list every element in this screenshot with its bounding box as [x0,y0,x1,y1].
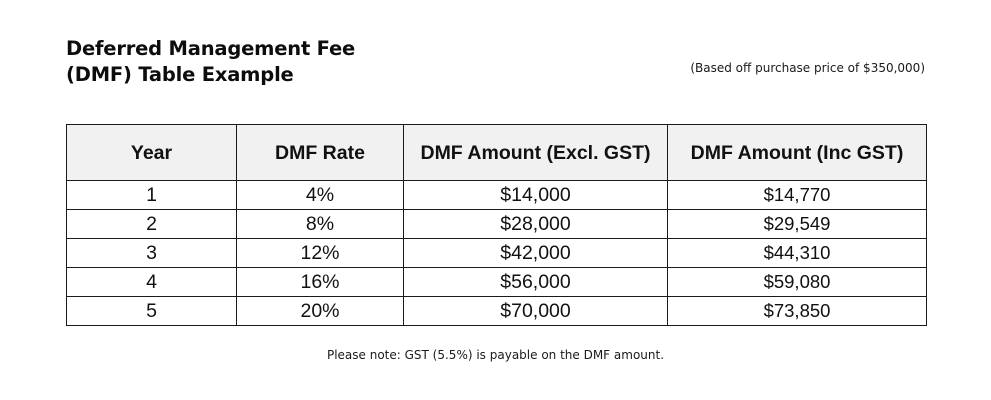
cell-year: 3 [67,239,237,268]
cell-amount-inc: $73,850 [668,297,927,326]
gst-note: Please note: GST (5.5%) is payable on the DMF amount. [326,348,665,362]
cell-amount-excl: $42,000 [404,239,668,268]
page-title [66,36,386,88]
dmf-table [66,124,927,326]
page-title-line-1: Deferred Management Fee [66,37,356,60]
cell-amount-inc: $14,770 [668,181,927,210]
cell-year: 2 [67,210,237,239]
header-dmf-amount-inc-gst: DMF Amount (Inc GST) [668,125,927,181]
table-row [67,297,927,326]
cell-amount-inc: $59,080 [668,268,927,297]
cell-rate: 8% [237,210,404,239]
cell-amount-excl: $70,000 [404,297,668,326]
cell-year: 1 [67,181,237,210]
table-row [67,210,927,239]
table-row [67,181,927,210]
purchase-price-note: (Based off purchase price of $350,000) [690,61,925,75]
cell-amount-excl: $28,000 [404,210,668,239]
cell-amount-excl: $56,000 [404,268,668,297]
header-year: Year [67,125,237,181]
table-row [67,268,927,297]
table-row [67,239,927,268]
cell-rate: 12% [237,239,404,268]
header-dmf-amount-excl-gst: DMF Amount (Excl. GST) [404,125,668,181]
page-title-line-2: (DMF) Table Example [66,63,294,86]
cell-rate: 20% [237,297,404,326]
cell-year: 5 [67,297,237,326]
cell-amount-inc: $29,549 [668,210,927,239]
cell-amount-inc: $44,310 [668,239,927,268]
cell-amount-excl: $14,000 [404,181,668,210]
cell-rate: 4% [237,181,404,210]
cell-rate: 16% [237,268,404,297]
header-dmf-rate: DMF Rate [237,125,404,181]
table-header-row [67,125,927,181]
cell-year: 4 [67,268,237,297]
